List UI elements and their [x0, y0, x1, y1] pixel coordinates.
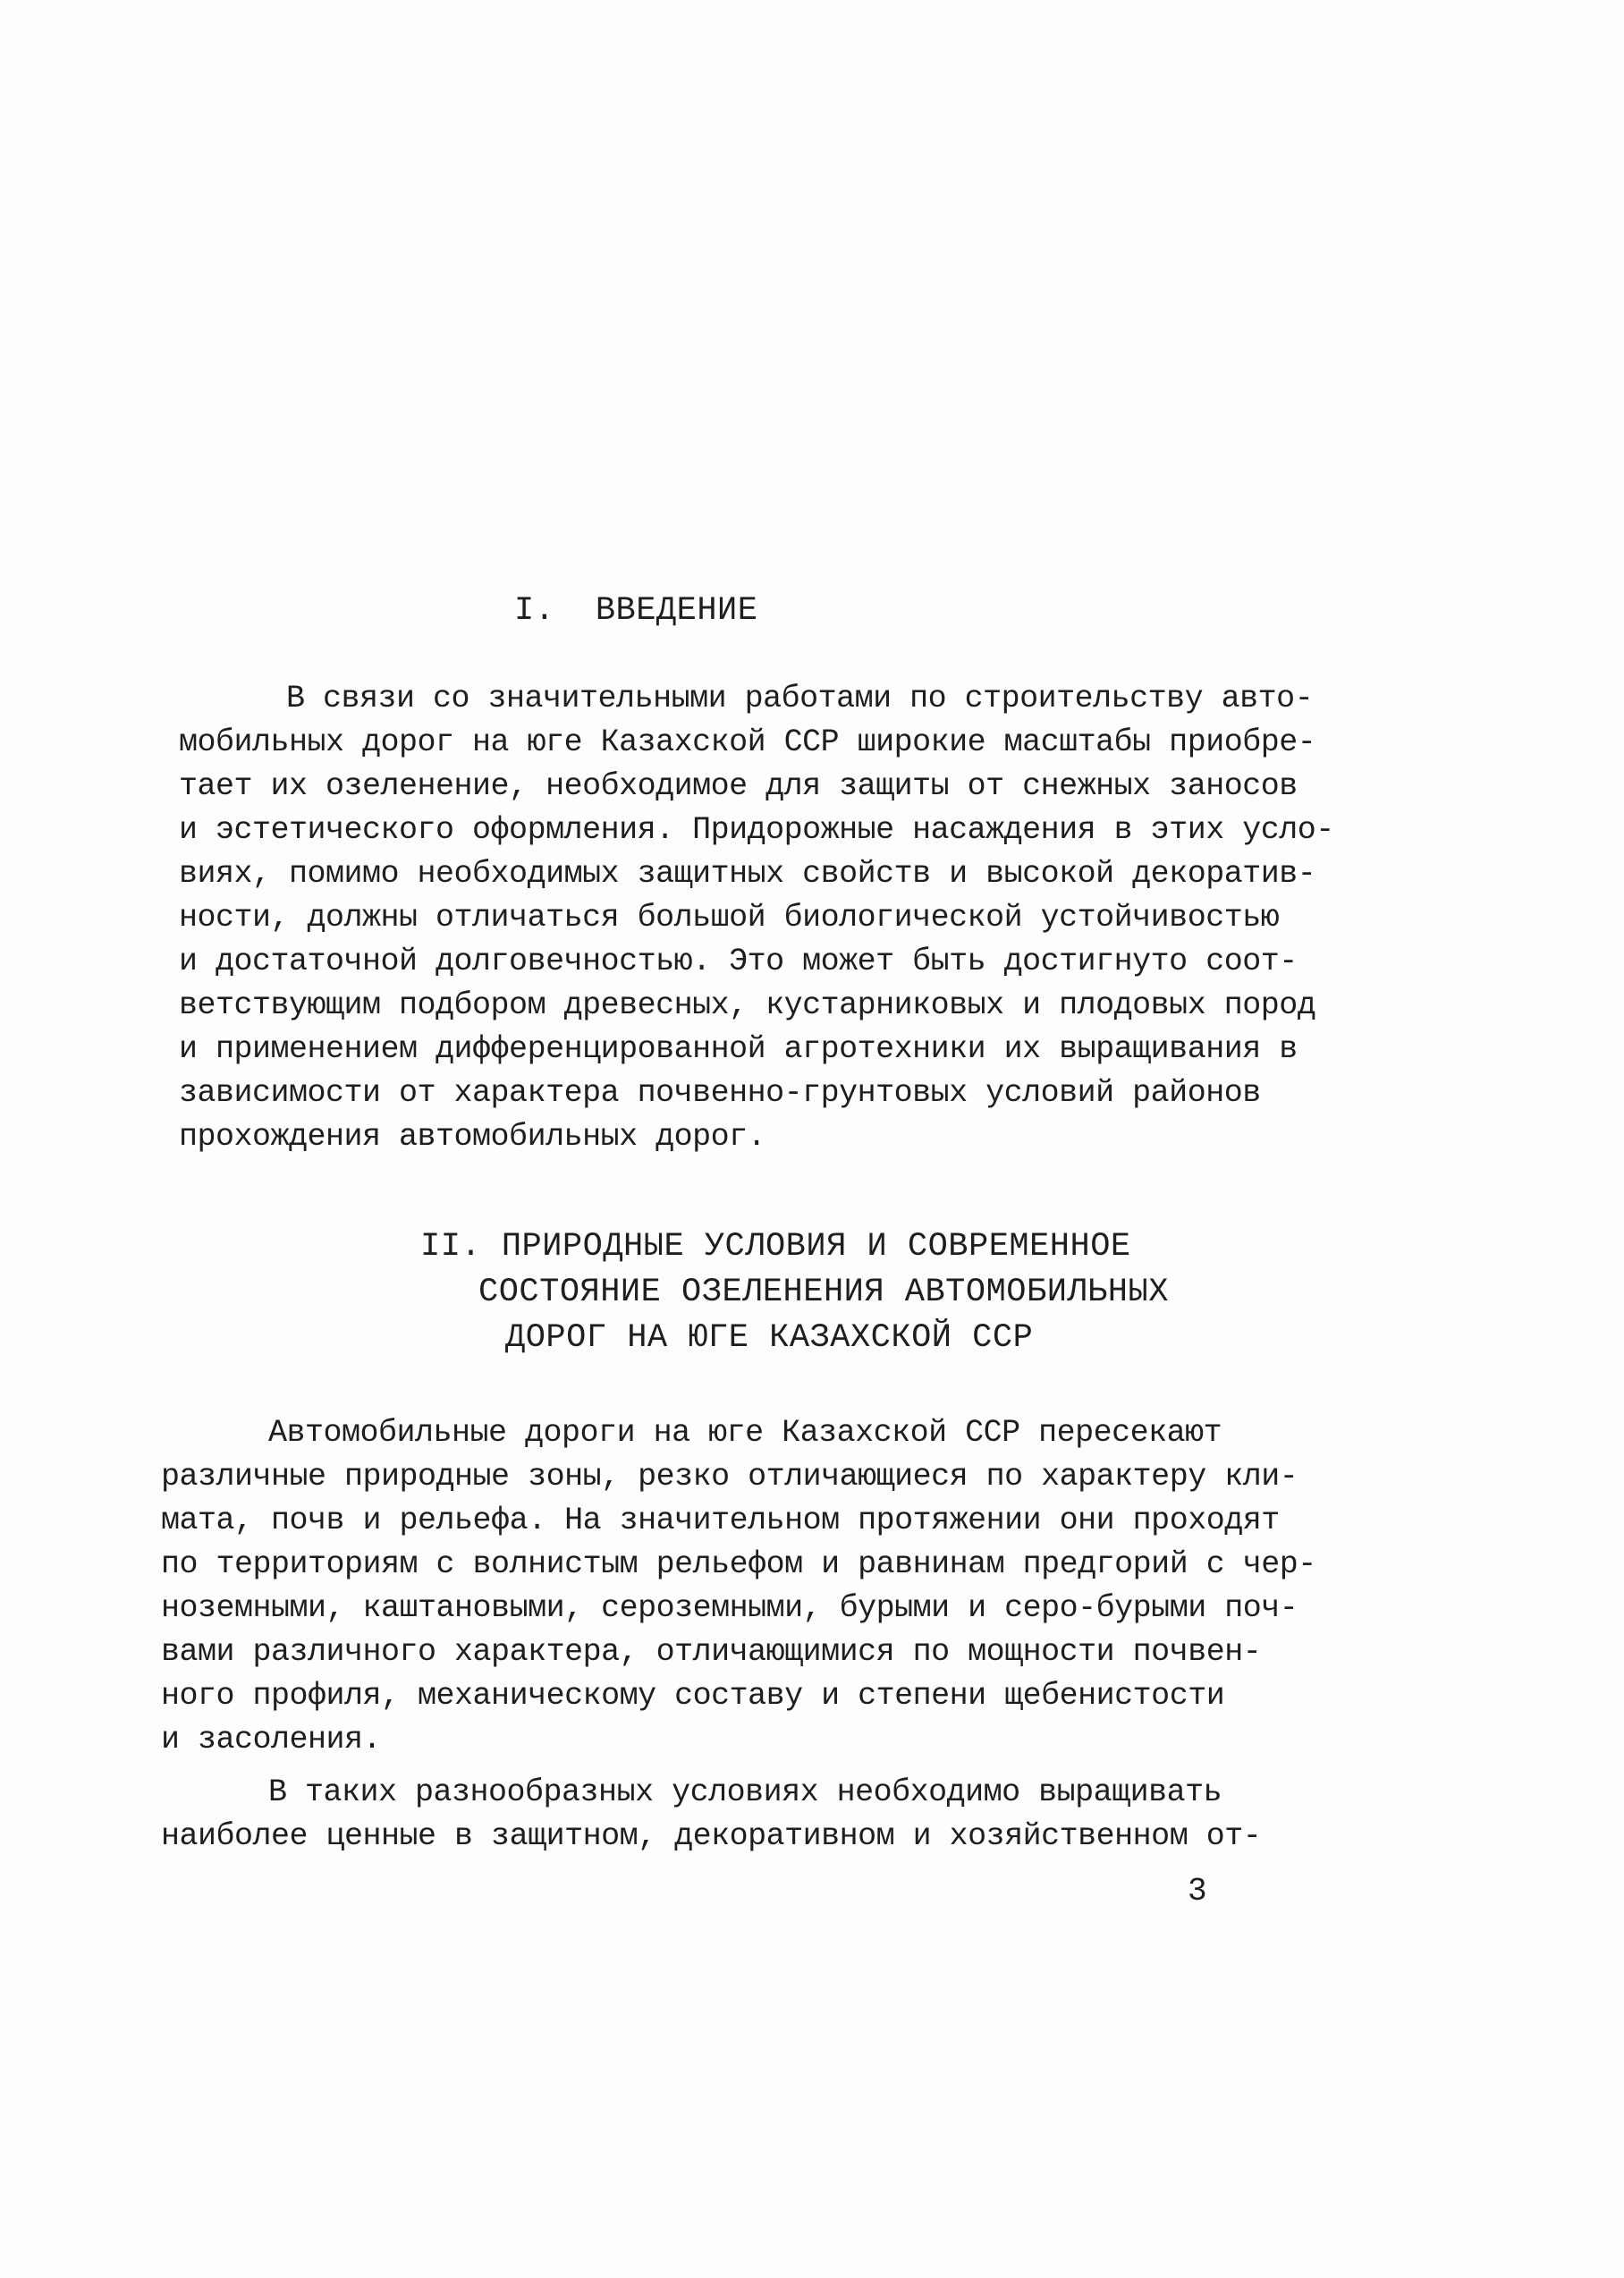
text-line: тает их озеленение, необходимое для защиты от снежных заносов: [179, 768, 1298, 804]
text-line: и достаточной долговечностью. Это может быть достигнуто соот-: [179, 944, 1298, 979]
section-2-heading-line: СОСТОЯНИЕ ОЗЕЛЕНЕНИЯ АВТОМОБИЛЬНЫХ: [478, 1274, 1169, 1311]
text-line: и эстетического оформления. Придорожные насаждения в этих усло-: [179, 812, 1334, 848]
page-number: 3: [1188, 1873, 1207, 1910]
text-line: мата, почв и рельефа. На значительном протяжении они проходят: [161, 1503, 1280, 1538]
text-line: ности, должны отличаться большой биологической устойчивостью: [179, 900, 1280, 936]
section-2-heading-line: II. ПРИРОДНЫЕ УСЛОВИЯ И СОВРЕМЕННОЕ: [420, 1228, 1131, 1266]
text-line: виях, помимо необходимых защитных свойств и высокой декоратив-: [179, 856, 1316, 892]
text-line: мобильных дорог на юге Казахской ССР широкие масштабы приобре-: [179, 724, 1316, 760]
section-1-heading: I. ВВЕДЕНИЕ: [514, 592, 758, 630]
section-2-heading-line: ДОРОГ НА ЮГЕ КАЗАХСКОЙ ССР: [505, 1319, 1034, 1357]
text-line: и применением дифференцированной агротехники их выращивания в: [179, 1031, 1298, 1067]
text-line: вами различного характера, отличающимися по мощности почвен-: [161, 1634, 1262, 1670]
text-line: В таких разнообразных условиях необходимо выращивать: [268, 1774, 1222, 1810]
text-line: ного профиля, механическому составу и степени щебенистости: [161, 1678, 1225, 1714]
text-line: В связи со значительными работами по строительству авто-: [286, 681, 1314, 716]
text-line: и засоления.: [161, 1722, 382, 1757]
text-line: наиболее ценные в защитном, декоративном и хозяйственном от-: [161, 1818, 1262, 1854]
text-line: прохождения автомобильных дорог.: [179, 1119, 766, 1155]
text-line: ноземными, каштановыми, сероземными, бурыми и серо-бурыми поч-: [161, 1590, 1298, 1626]
text-line: Автомобильные дороги на юге Казахской ССР пересекают: [268, 1415, 1222, 1451]
text-line: ветствующим подбором древесных, кустарниковых и плодовых пород: [179, 987, 1316, 1023]
text-line: зависимости от характера почвенно-грунтовых условий районов: [179, 1075, 1261, 1111]
text-line: по территориям с волнистым рельефом и равнинам предгорий с чер-: [161, 1546, 1316, 1582]
text-line: различные природные зоны, резко отличающиеся по характеру кли-: [161, 1459, 1298, 1495]
